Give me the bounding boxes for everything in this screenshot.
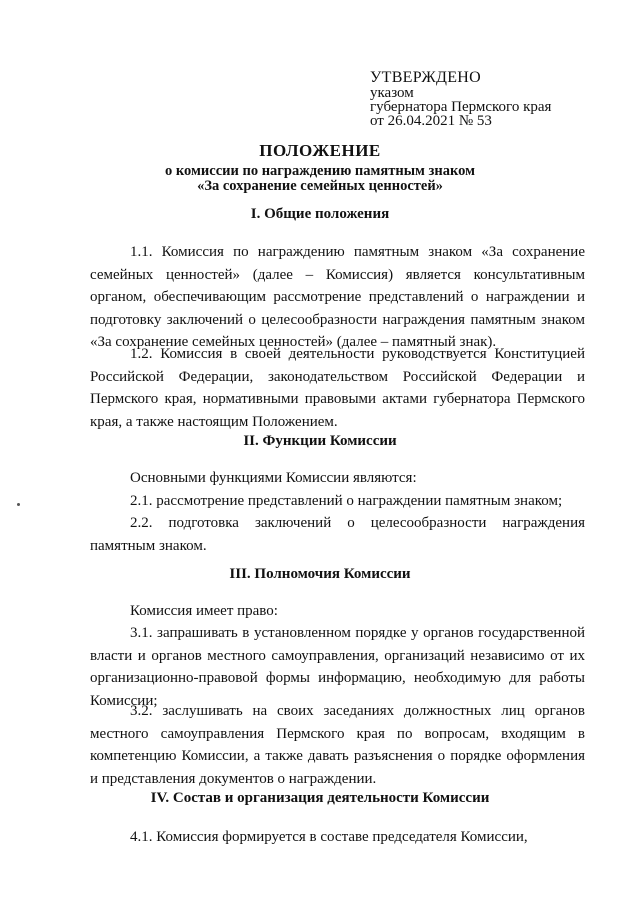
paragraph-3-intro: Комиссия имеет право:: [130, 603, 278, 619]
approval-line-2: губернатора Пермского края: [370, 99, 552, 115]
paragraph-4-1: 4.1. Комиссия формируется в составе председателя Комиссии,: [130, 829, 528, 845]
paragraph-2-2: 2.2. подготовка заключений о целесообразности награждения памятным знаком.: [90, 515, 585, 554]
paragraph-2-1: 2.1. рассмотрение представлений о награждении памятным знаком;: [130, 493, 563, 509]
approval-line-3: от 26.04.2021 № 53: [370, 113, 492, 129]
paragraph-3-1: 3.1. запрашивать в установленном порядке у органов государственной власти и органов местного самоуправления, организаций независимо от их организационно-правовой формы информацию, необходимую для работы Комиссии;: [90, 625, 585, 709]
section-3-heading: III. Полномочия Комиссии: [229, 566, 411, 582]
approval-line-1: указом: [370, 85, 414, 101]
section-1-heading: I. Общие положения: [250, 206, 390, 222]
paragraph-2-intro: Основными функциями Комиссии являются:: [130, 470, 417, 486]
document-title: ПОЛОЖЕНИЕ: [259, 141, 381, 160]
section-4-heading: IV. Состав и организация деятельности Комиссии: [150, 790, 490, 806]
paragraph-1-1: 1.1. Комиссия по награждению памятным знаком «За сохранение семейных ценностей» (далее – Комиссия) является консультативным органом, обеспечивающим рассмотрение представлений о награждении и подготовку заключений о целесообразности награждения памятным знаком «За сохранение семейных ценностей» (далее – памятный знак).: [90, 244, 585, 351]
approval-title: УТВЕРЖДЕНО: [370, 69, 482, 86]
subtitle-line-1: о комиссии по награждению памятным знаком: [165, 163, 475, 179]
section-2-heading: II. Функции Комиссии: [243, 433, 397, 449]
margin-mark: [17, 503, 20, 506]
subtitle-line-2: «За сохранение семейных ценностей»: [197, 178, 443, 194]
approval-stamp: [370, 70, 620, 128]
paragraph-3-2: 3.2. заслушивать на своих заседаниях должностных лиц органов местного самоуправления Пермского края по вопросам, входящим в компетенцию Комиссии, а также давать разъяснения о порядке оформления и представления документов о награждении.: [90, 703, 585, 787]
document-subtitle: [0, 164, 640, 194]
paragraph-1-2: 1.2. Комиссия в своей деятельности руководствуется Конституцией Российской Федерации, законодательством Российской Федерации и Пермского края, нормативными правовыми актами губернатора Пермского края, а также настоящим Положением.: [90, 346, 585, 430]
